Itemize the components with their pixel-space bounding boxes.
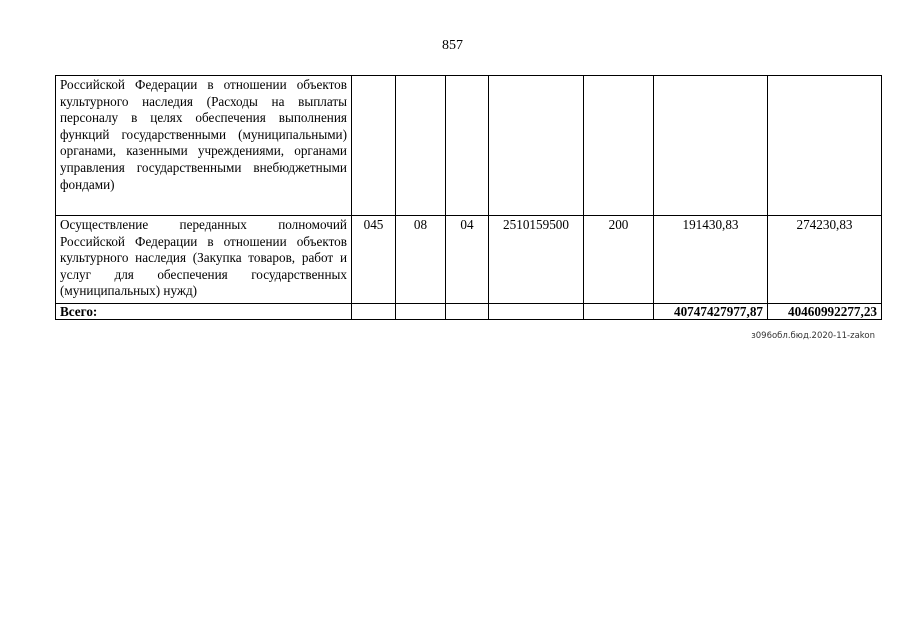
amount-2021: 191430,83 xyxy=(654,216,768,304)
amount-2022 xyxy=(768,76,882,216)
expense-type-code: 200 xyxy=(584,216,654,304)
ministry-code: 045 xyxy=(352,216,396,304)
table-row xyxy=(56,216,882,304)
target-article-code: 2510159500 xyxy=(489,216,584,304)
expense-type-code xyxy=(584,76,654,216)
total-amount-2022: 40460992277,23 xyxy=(768,304,882,320)
subsection-code: 04 xyxy=(446,216,489,304)
total-row xyxy=(56,304,882,320)
ministry-code xyxy=(352,76,396,216)
subsection-code xyxy=(446,76,489,216)
table-row xyxy=(56,76,882,216)
row-description: Российской Федерации в отношении объектов культурного наследия (Расходы на выплаты персоналу в целях обеспечения выполнения функций государственными (муниципальными) органами, казенными учреждениями, органами управления государственными внебюджетными фондами) xyxy=(56,76,352,216)
target-article-code xyxy=(489,76,584,216)
empty-cell xyxy=(489,304,584,320)
page-number: 857 xyxy=(442,38,463,53)
empty-cell xyxy=(352,304,396,320)
row-description: Осуществление переданных полномочий Российской Федерации в отношении объектов культурного наследия (Закупка товаров, работ и услуг для обеспечения государственных (муниципальных) нужд) xyxy=(56,216,352,304)
amount-2021 xyxy=(654,76,768,216)
section-code xyxy=(396,76,446,216)
total-label: Всего: xyxy=(56,304,352,320)
empty-cell xyxy=(396,304,446,320)
budget-table xyxy=(55,75,882,320)
empty-cell xyxy=(584,304,654,320)
amount-2022: 274230,83 xyxy=(768,216,882,304)
empty-cell xyxy=(446,304,489,320)
section-code: 08 xyxy=(396,216,446,304)
total-amount-2021: 40747427977,87 xyxy=(654,304,768,320)
document-code: з096обл.бюд.2020-11-zakon xyxy=(751,331,875,341)
